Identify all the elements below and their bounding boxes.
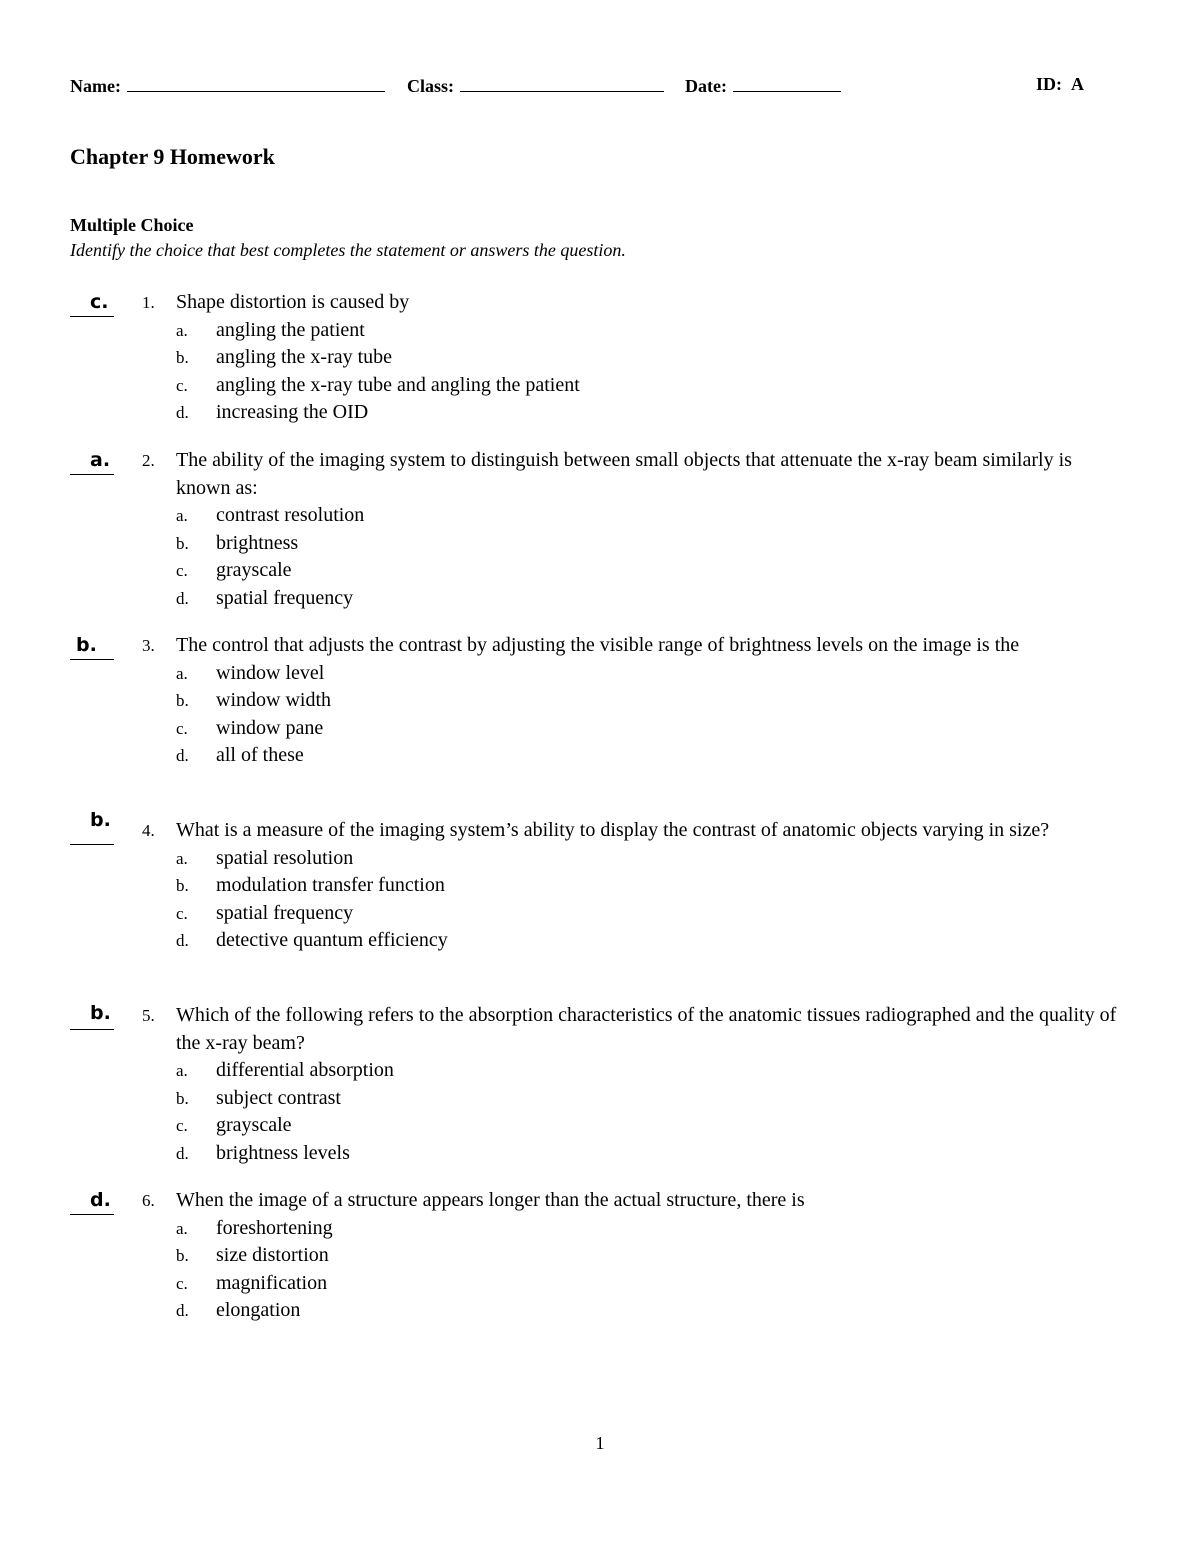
option-letter: c. (176, 903, 188, 923)
id-field (1036, 74, 1084, 95)
option-letter: b. (176, 691, 189, 711)
option-text: contrast resolution (216, 504, 365, 527)
option-letter: c. (176, 375, 188, 395)
handwritten-answer: c. (90, 291, 109, 313)
option-text: grayscale (216, 559, 292, 582)
option-a (176, 660, 1131, 688)
option-text: brightness (216, 531, 299, 554)
date-field (685, 74, 841, 97)
option-text: subject contrast (216, 1086, 341, 1109)
option-text: angling the x-ray tube (216, 346, 393, 369)
question-body (176, 632, 1131, 770)
class-blank-line[interactable] (460, 74, 664, 92)
question-body (176, 817, 1131, 955)
option-letter: a. (176, 506, 188, 526)
option-letter: b. (176, 876, 189, 896)
option-b (176, 530, 1131, 558)
class-field (407, 74, 664, 97)
option-letter: b. (176, 348, 189, 368)
option-b (176, 687, 1131, 715)
name-label: Name: (70, 76, 121, 96)
option-letter: a. (176, 320, 188, 340)
handwritten-answer: b. (76, 634, 97, 656)
question-number: 3. (142, 636, 155, 655)
option-text: angling the x-ray tube and angling the patient (216, 373, 580, 396)
option-d (176, 585, 1131, 613)
option-letter: d. (176, 1143, 189, 1163)
answer-blank[interactable] (70, 1002, 114, 1030)
option-d (176, 1140, 1131, 1168)
answer-blank[interactable] (70, 809, 114, 845)
option-a (176, 1215, 1131, 1243)
option-d (176, 399, 1131, 427)
option-text: elongation (216, 1299, 301, 1322)
option-b (176, 1242, 1131, 1270)
option-a (176, 845, 1131, 873)
option-c (176, 1112, 1131, 1140)
question-number: 1. (142, 293, 155, 312)
option-a (176, 1057, 1131, 1085)
option-letter: a. (176, 1061, 188, 1081)
option-letter: a. (176, 663, 188, 683)
date-blank-line[interactable] (733, 74, 841, 92)
option-letter: a. (176, 1218, 188, 1238)
section-instructions: Identify the choice that best completes the statement or answers the question. (70, 240, 626, 260)
option-letter: c. (176, 561, 188, 581)
question-stem: The ability of the imaging system to distinguish between small objects that attenuate the x-ray beam similarly is known as: (176, 449, 1072, 499)
option-text: detective quantum efficiency (216, 929, 448, 952)
option-letter: c. (176, 1116, 188, 1136)
option-a (176, 502, 1131, 530)
option-letter: d. (176, 1301, 189, 1321)
class-label: Class: (407, 76, 455, 96)
question-body (176, 447, 1131, 613)
option-text: all of these (216, 744, 304, 767)
option-letter: c. (176, 1273, 188, 1293)
option-a (176, 317, 1131, 345)
option-letter: d. (176, 746, 189, 766)
question-body (176, 289, 1131, 427)
question-number: 4. (142, 821, 155, 840)
option-b (176, 1085, 1131, 1113)
option-text: spatial frequency (216, 901, 354, 924)
option-d (176, 1297, 1131, 1325)
option-letter: d. (176, 931, 189, 951)
option-c (176, 372, 1131, 400)
handwritten-answer: a. (90, 449, 111, 471)
option-text: size distortion (216, 1244, 329, 1267)
question-stem: What is a measure of the imaging system’s ability to display the contrast of anatomic objects varying in size? (176, 819, 1050, 841)
question-number: 6. (142, 1191, 155, 1210)
option-text: increasing the OID (216, 401, 369, 424)
page-title: Chapter 9 Homework (70, 144, 275, 169)
worksheet-header (70, 74, 1100, 98)
answer-blank[interactable] (70, 632, 114, 660)
question-stem: Which of the following refers to the absorption characteristics of the anatomic tissues radiographed and the quality of the x-ray beam? (176, 1004, 1117, 1054)
option-text: window pane (216, 716, 324, 739)
name-field (70, 74, 385, 97)
option-text: spatial resolution (216, 846, 354, 869)
option-letter: b. (176, 1088, 189, 1108)
question-number: 2. (142, 451, 155, 470)
question-body (176, 1002, 1131, 1168)
option-text: window width (216, 689, 331, 712)
option-d (176, 927, 1131, 955)
option-c (176, 1270, 1131, 1298)
option-text: foreshortening (216, 1216, 333, 1239)
handwritten-answer: d. (90, 1189, 111, 1211)
option-letter: d. (176, 588, 189, 608)
option-b (176, 344, 1131, 372)
question-body (176, 1187, 1131, 1325)
option-text: angling the patient (216, 318, 365, 341)
handwritten-answer: b. (90, 1002, 111, 1024)
section-title: Multiple Choice (70, 215, 194, 235)
question-number: 5. (142, 1006, 155, 1025)
answer-blank[interactable] (70, 289, 114, 317)
option-text: grayscale (216, 1114, 292, 1137)
question-stem: When the image of a structure appears longer than the actual structure, there is (176, 1189, 805, 1211)
option-d (176, 742, 1131, 770)
option-text: modulation transfer function (216, 874, 445, 897)
option-text: differential absorption (216, 1059, 394, 1082)
option-letter: b. (176, 533, 189, 553)
option-c (176, 557, 1131, 585)
option-letter: c. (176, 718, 188, 738)
name-blank-line[interactable] (127, 74, 385, 92)
id-value: A (1071, 74, 1084, 94)
page-number: 1 (595, 1433, 605, 1453)
question-stem: The control that adjusts the contrast by adjusting the visible range of brightness levels on the image is the (176, 634, 1020, 656)
option-letter: a. (176, 848, 188, 868)
option-c (176, 715, 1131, 743)
option-b (176, 872, 1131, 900)
option-letter: b. (176, 1246, 189, 1266)
option-text: window level (216, 661, 325, 684)
option-text: brightness levels (216, 1141, 350, 1164)
option-letter: d. (176, 403, 189, 423)
question-stem: Shape distortion is caused by (176, 291, 410, 313)
option-text: magnification (216, 1271, 328, 1294)
handwritten-answer: b. (90, 809, 111, 831)
answer-blank[interactable] (70, 447, 114, 475)
id-label: ID: (1036, 74, 1062, 94)
option-c (176, 900, 1131, 928)
date-label: Date: (685, 76, 727, 96)
option-text: spatial frequency (216, 586, 354, 609)
answer-blank[interactable] (70, 1187, 114, 1215)
